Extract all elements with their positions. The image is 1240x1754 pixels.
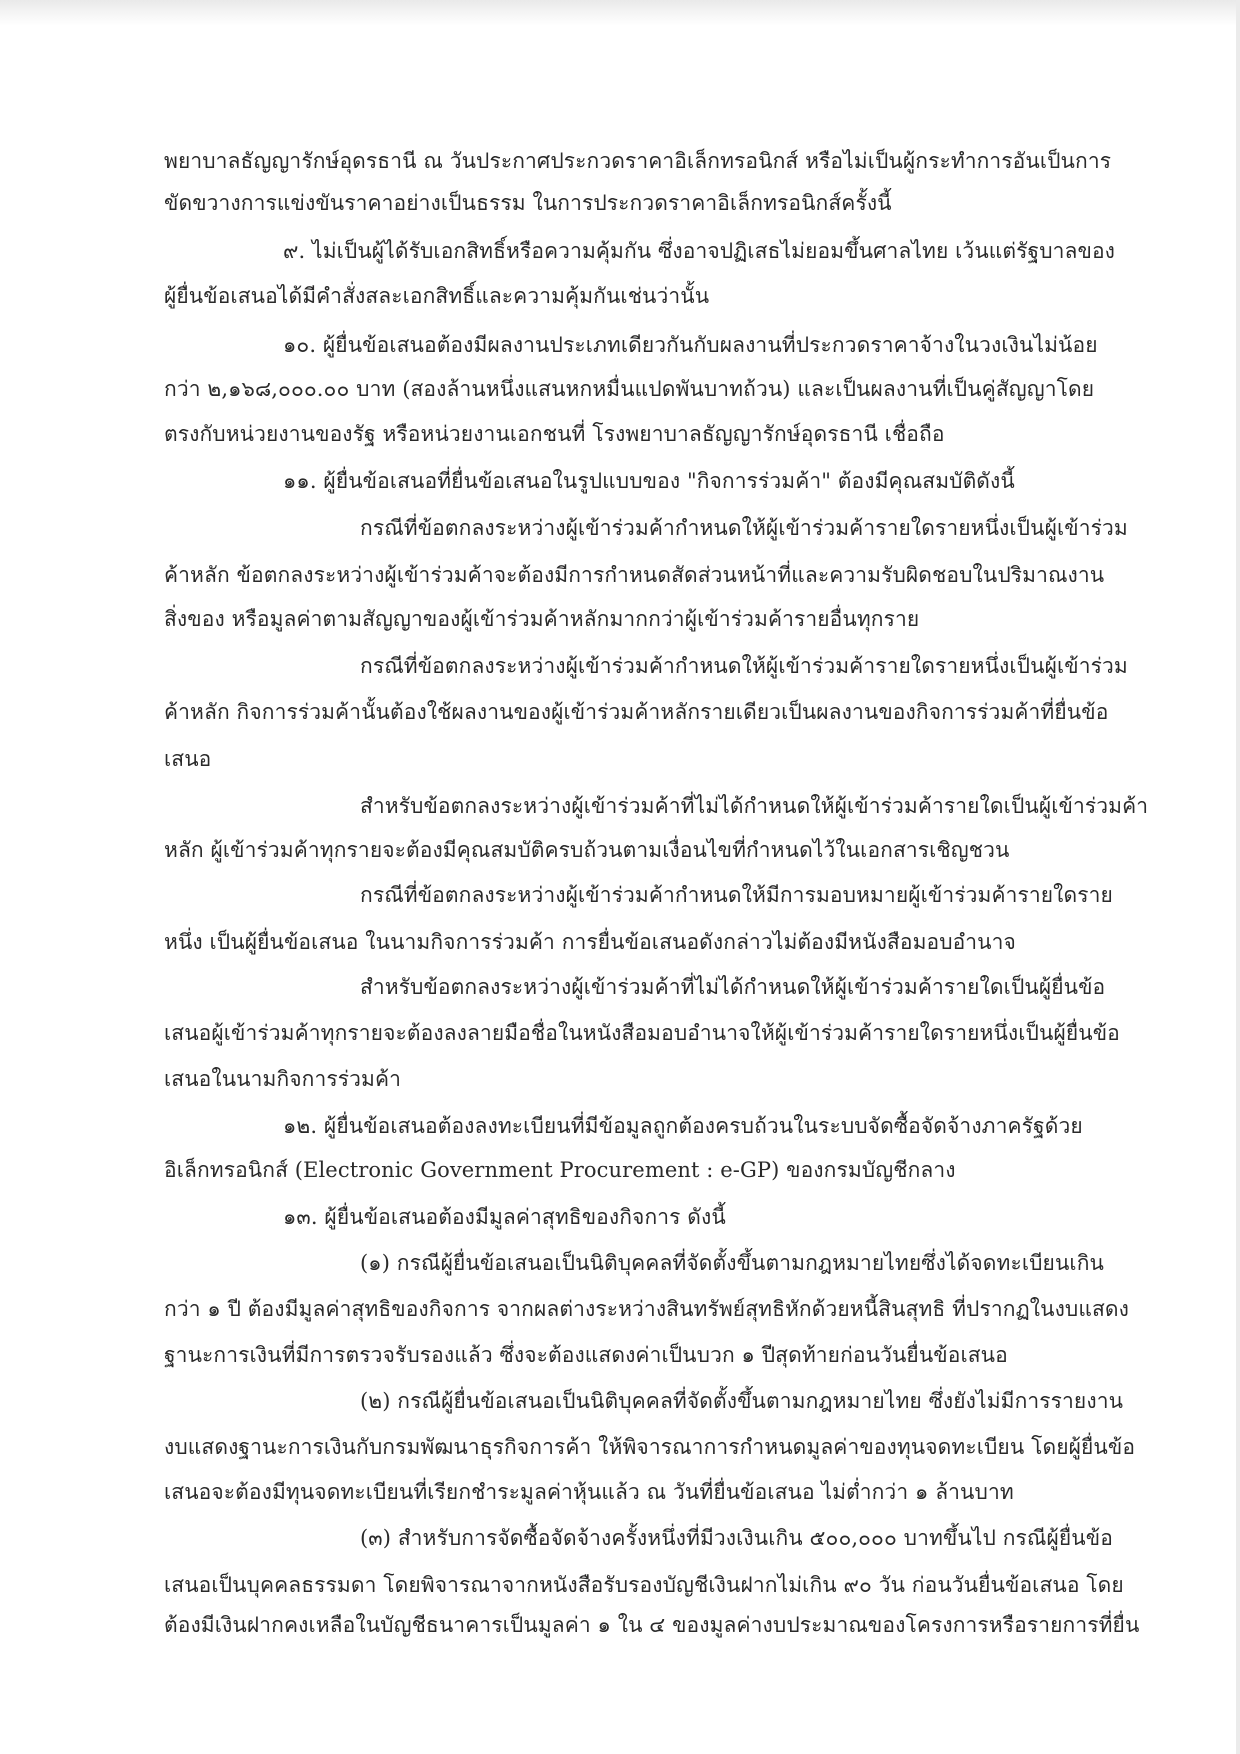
text-line: ต้องมีเงินฝากคงเหลือในบัญชีธนาคารเป็นมูลค่า ๑ ใน ๔ ของมูลค่างบประมาณของโครงการหรือรายการที่ยื่น <box>164 1613 1140 1637</box>
text-line: สำหรับข้อตกลงระหว่างผู้เข้าร่วมค้าที่ไม่ได้กำหนดให้ผู้เข้าร่วมค้ารายใดเป็นผู้ยื่นข้อ <box>360 975 1106 999</box>
text-line: ๑๒. ผู้ยื่นข้อเสนอต้องลงทะเบียนที่มีข้อมูลถูกต้องครบถ้วนในระบบจัดซื้อจัดจ้างภาครัฐด้วย <box>283 1114 1083 1138</box>
text-line: ฐานะการเงินที่มีการตรวจรับรองแล้ว ซึ่งจะต้องแสดงค่าเป็นบวก ๑ ปีสุดท้ายก่อนวันยื่นข้อเสนอ <box>164 1343 1008 1367</box>
text-line: สำหรับข้อตกลงระหว่างผู้เข้าร่วมค้าที่ไม่ได้กำหนดให้ผู้เข้าร่วมค้ารายใดเป็นผู้เข้าร่วมค้า <box>360 794 1149 818</box>
text-line: ค้าหลัก ข้อตกลงระหว่างผู้เข้าร่วมค้าจะต้องมีการกำหนดสัดส่วนหน้าที่และความรับผิดชอบในปริมาณงาน <box>164 563 1105 587</box>
text-line: กรณีที่ข้อตกลงระหว่างผู้เข้าร่วมค้ากำหนดให้ผู้เข้าร่วมค้ารายใดรายหนึ่งเป็นผู้เข้าร่วม <box>360 516 1128 540</box>
text-line: หนึ่ง เป็นผู้ยื่นข้อเสนอ ในนามกิจการร่วมค้า การยื่นข้อเสนอดังกล่าวไม่ต้องมีหนังสือมอบอำนาจ <box>164 930 1016 954</box>
text-line: ๑๑. ผู้ยื่นข้อเสนอที่ยื่นข้อเสนอในรูปแบบของ "กิจการร่วมค้า" ต้องมีคุณสมบัติดังนี้ <box>283 469 1015 493</box>
text-line: งบแสดงฐานะการเงินกับกรมพัฒนาธุรกิจการค้า ให้พิจารณาการกำหนดมูลค่าของทุนจดทะเบียน โดยผู้ยื่นข้อ <box>164 1435 1136 1459</box>
text-line: ผู้ยื่นข้อเสนอได้มีคำสั่งสละเอกสิทธิ์และความคุ้มกันเช่นว่านั้น <box>164 284 710 308</box>
text-line: ค้าหลัก กิจการร่วมค้านั้นต้องใช้ผลงานของผู้เข้าร่วมค้าหลักรายเดียวเป็นผลงานของกิจการร่วมค้าที่ยื่นข้อ <box>164 700 1109 724</box>
text-line: (๓) สำหรับการจัดซื้อจัดจ้างครั้งหนึ่งที่มีวงเงินเกิน ๕๐๐,๐๐๐ บาทขึ้นไป กรณีผู้ยื่นข้อ <box>360 1526 1113 1550</box>
scan-top-strip <box>0 0 1240 26</box>
text-line: เสนอเป็นบุคคลธรรมดา โดยพิจารณาจากหนังสือรับรองบัญชีเงินฝากไม่เกิน ๙๐ วัน ก่อนวันยื่นข้อเสนอ โดย <box>164 1573 1124 1597</box>
text-line: หลัก ผู้เข้าร่วมค้าทุกรายจะต้องมีคุณสมบัติครบถ้วนตามเงื่อนไขที่กำหนดไว้ในเอกสารเชิญชวน <box>164 838 1010 862</box>
text-line: สิ่งของ หรือมูลค่าตามสัญญาของผู้เข้าร่วมค้าหลักมากกว่าผู้เข้าร่วมค้ารายอื่นทุกราย <box>164 607 920 631</box>
text-line: กว่า ๒,๑๖๘,๐๐๐.๐๐ บาท (สองล้านหนึ่งแสนหกหมื่นแปดพันบาทถ้วน) และเป็นผลงานที่เป็นคู่สัญญาโดย <box>164 377 1095 401</box>
text-line: กรณีที่ข้อตกลงระหว่างผู้เข้าร่วมค้ากำหนดให้มีการมอบหมายผู้เข้าร่วมค้ารายใดราย <box>360 883 1113 907</box>
text-line: ขัดขวางการแข่งขันราคาอย่างเป็นธรรม ในการประกวดราคาอิเล็กทรอนิกส์ครั้งนี้ <box>164 191 892 215</box>
text-line: (๒) กรณีผู้ยื่นข้อเสนอเป็นนิติบุคคลที่จัดตั้งขึ้นตามกฎหมายไทย ซึ่งยังไม่มีการรายงาน <box>360 1389 1124 1413</box>
text-line: เสนอ <box>164 747 212 771</box>
text-line: ๙. ไม่เป็นผู้ได้รับเอกสิทธิ์หรือความคุ้มกัน ซึ่งอาจปฏิเสธไม่ยอมขึ้นศาลไทย เว้นแต่รัฐบาลของ <box>283 239 1116 263</box>
text-line: พยาบาลธัญญารักษ์อุดรธานี ณ วันประกาศประกวดราคาอิเล็กทรอนิกส์ หรือไม่เป็นผู้กระทำการอันเป็นการ <box>164 149 1112 173</box>
text-line: เสนอผู้เข้าร่วมค้าทุกรายจะต้องลงลายมือชื่อในหนังสือมอบอำนาจให้ผู้เข้าร่วมค้ารายใดรายหนึ่งเป็นผู้ยื่นข้อ <box>164 1021 1120 1045</box>
text-line: กรณีที่ข้อตกลงระหว่างผู้เข้าร่วมค้ากำหนดให้ผู้เข้าร่วมค้ารายใดรายหนึ่งเป็นผู้เข้าร่วม <box>360 654 1128 678</box>
text-line: ๑๐. ผู้ยื่นข้อเสนอต้องมีผลงานประเภทเดียวกันกับผลงานที่ประกวดราคาจ้างในวงเงินไม่น้อย <box>283 333 1098 357</box>
text-line: เสนอจะต้องมีทุนจดทะเบียนที่เรียกชำระมูลค่าหุ้นแล้ว ณ วันที่ยื่นข้อเสนอ ไม่ต่ำกว่า ๑ ล้านบาท <box>164 1480 1014 1504</box>
text-line: กว่า ๑ ปี ต้องมีมูลค่าสุทธิของกิจการ จากผลต่างระหว่างสินทรัพย์สุทธิหักด้วยหนี้สินสุทธิ ที่ปรากฏในงบแสดง <box>164 1297 1130 1321</box>
text-line: อิเล็กทรอนิกส์ (Electronic Government Procurement : e-GP) ของกรมบัญชีกลาง <box>164 1158 956 1182</box>
text-line: ๑๓. ผู้ยื่นข้อเสนอต้องมีมูลค่าสุทธิของกิจการ ดังนี้ <box>283 1205 726 1229</box>
text-line: ตรงกับหน่วยงานของรัฐ หรือหน่วยงานเอกชนที่ โรงพยาบาลธัญญารักษ์อุดรธานี เชื่อถือ <box>164 422 945 446</box>
scan-right-edge <box>1236 0 1240 1754</box>
text-line: เสนอในนามกิจการร่วมค้า <box>164 1067 402 1091</box>
text-line: (๑) กรณีผู้ยื่นข้อเสนอเป็นนิติบุคคลที่จัดตั้งขึ้นตามกฎหมายไทยซึ่งได้จดทะเบียนเกิน <box>360 1251 1104 1275</box>
